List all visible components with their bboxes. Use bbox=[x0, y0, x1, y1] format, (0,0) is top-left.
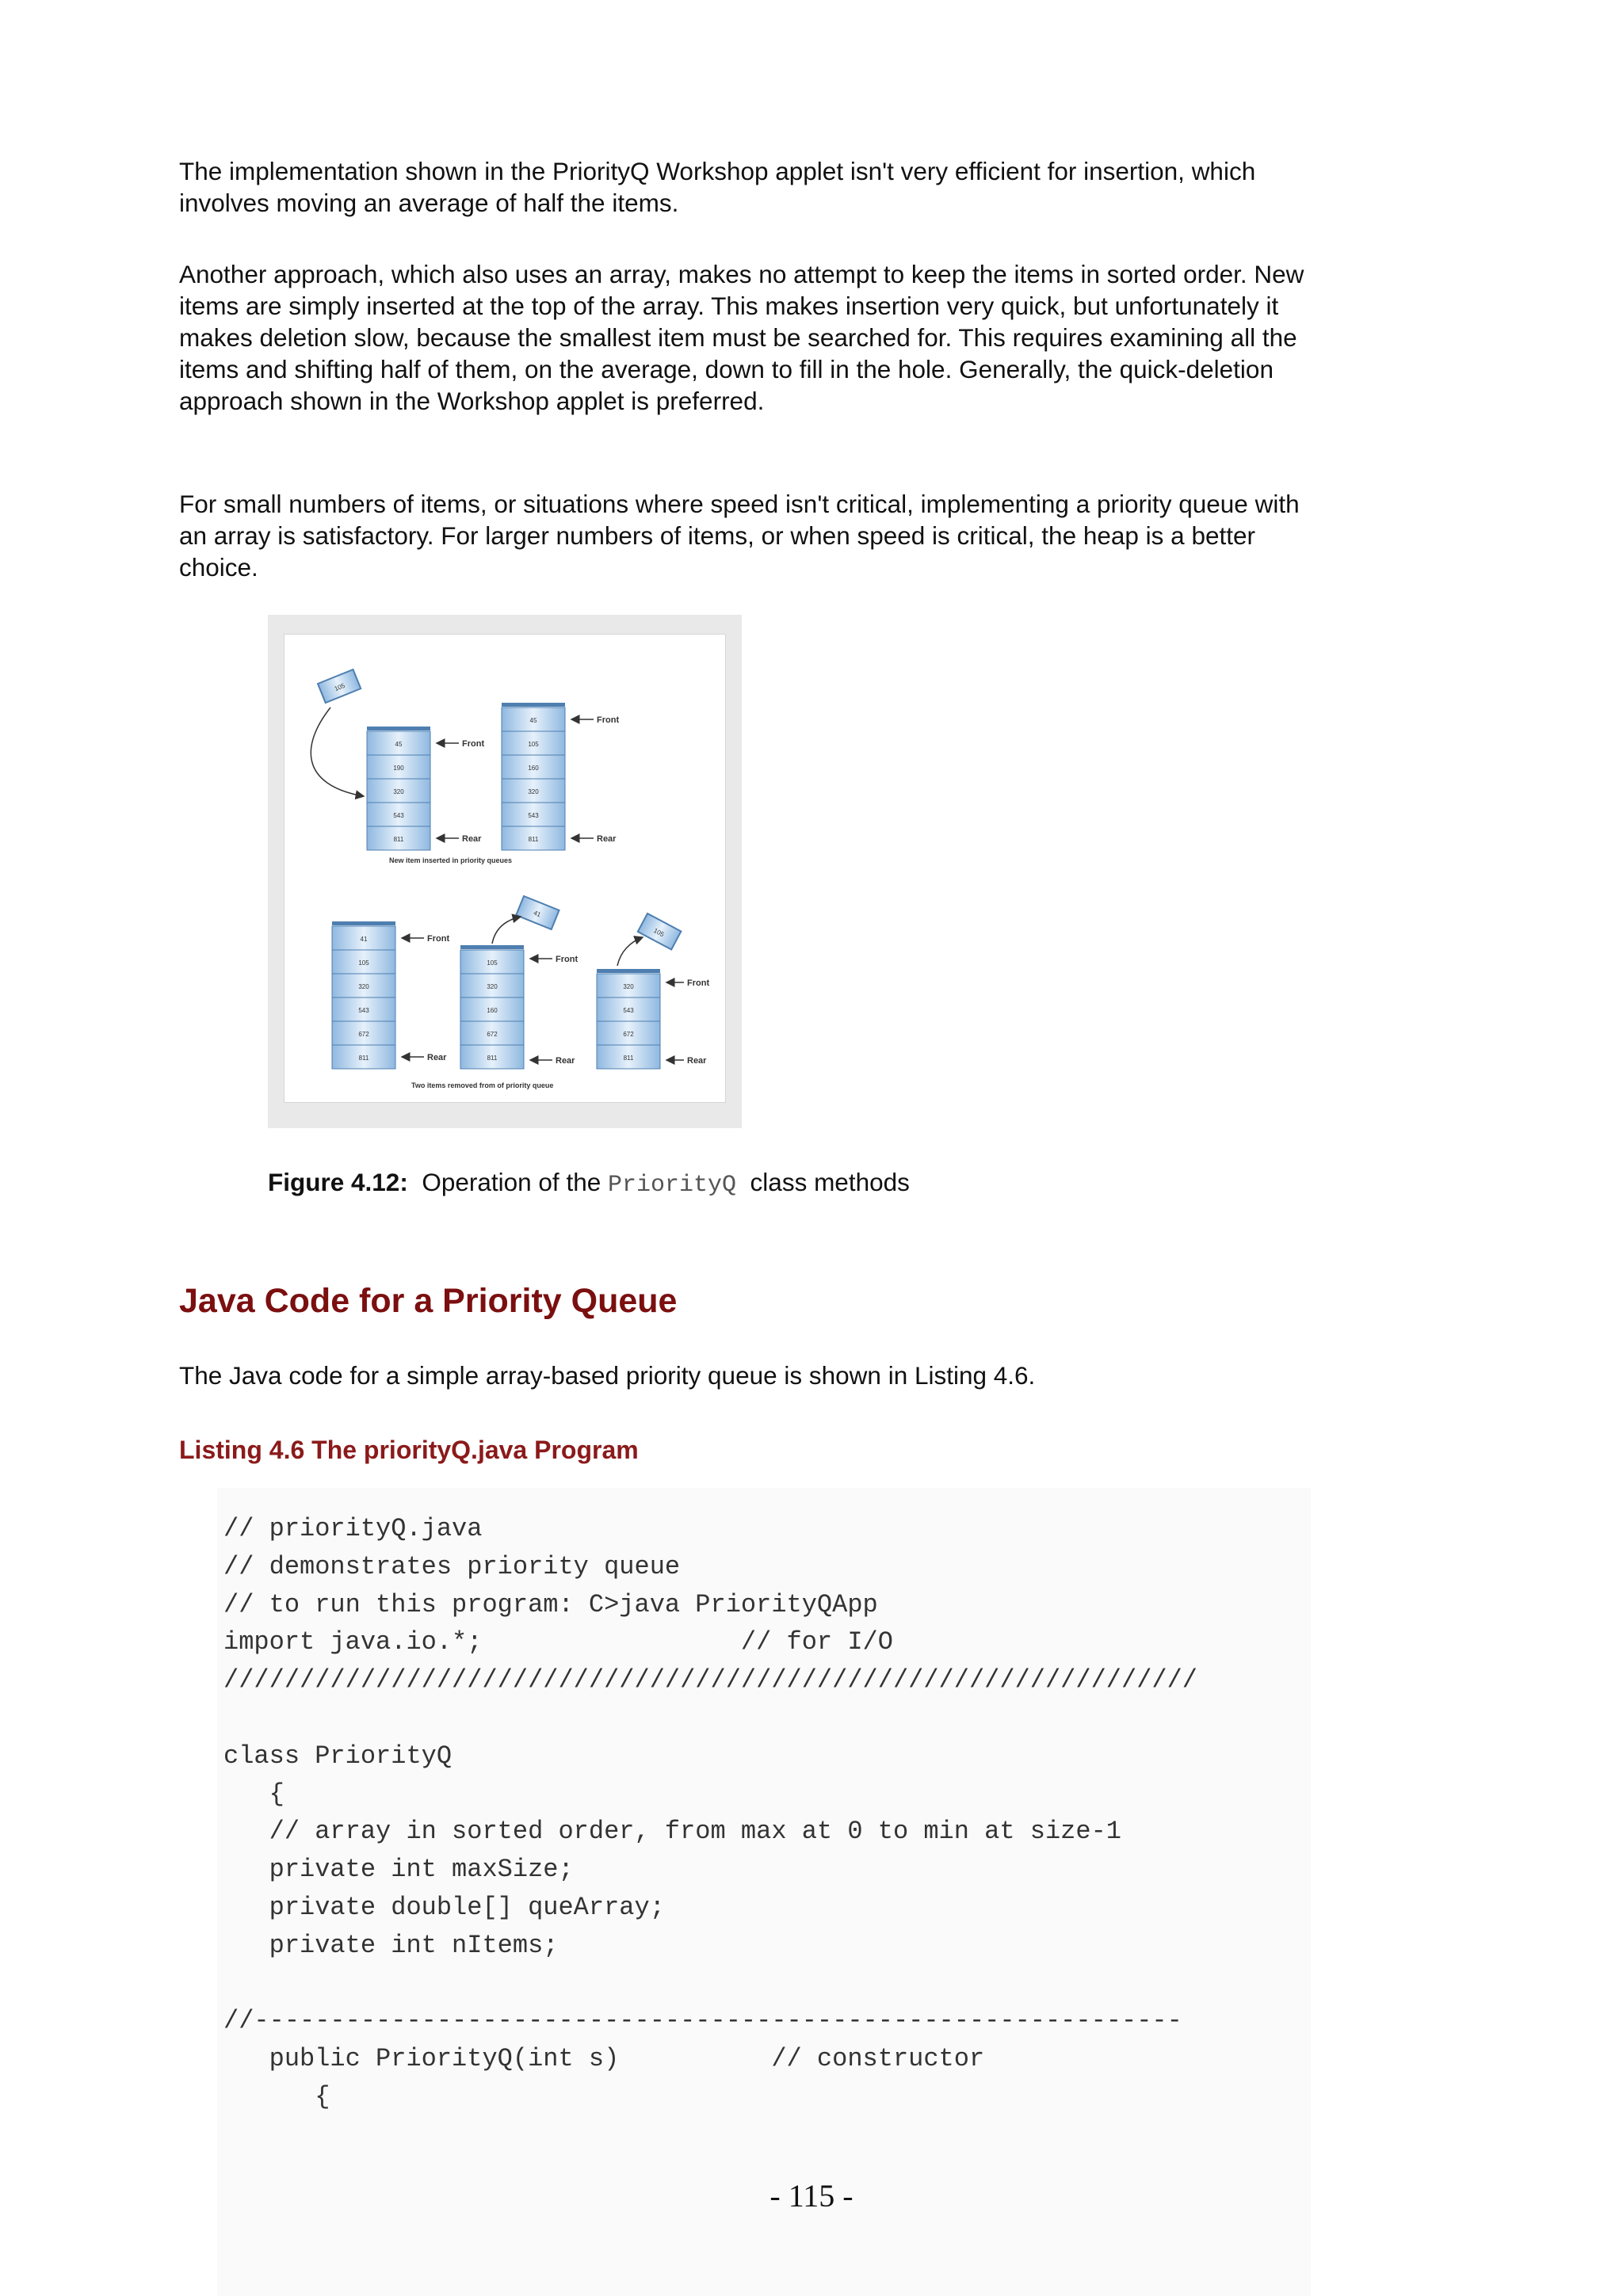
page-number: - 115 - bbox=[769, 2178, 854, 2214]
code-line: { bbox=[223, 1779, 285, 1809]
code-listing bbox=[223, 1510, 1197, 2116]
queue-1 bbox=[311, 669, 484, 850]
removed-item-box-1 bbox=[516, 896, 559, 929]
q2-front-label: Front bbox=[597, 715, 620, 725]
q1-cell-4: 543 bbox=[393, 812, 404, 819]
q4-cell-4: 672 bbox=[487, 1031, 498, 1038]
insert-arrow bbox=[311, 707, 364, 796]
q1-cell-1: 45 bbox=[395, 741, 403, 748]
code-line: import java.io.*; // for I/O bbox=[223, 1627, 893, 1657]
code-line: private int maxSize; bbox=[223, 1855, 574, 1885]
q3-cell-4: 543 bbox=[358, 1007, 369, 1014]
new-item-value: 105 bbox=[333, 681, 346, 693]
queue-4 bbox=[460, 896, 578, 1069]
code-line: //------------------------------------------------------------- bbox=[223, 2006, 1182, 2036]
removed-item-box-2 bbox=[638, 913, 682, 949]
paragraph-3: For small numbers of items, or situations where speed isn't critical, implementing a priority queue with an array is satisfactory. For larger numbers of items, or when speed is critical, the heap is a better choice. bbox=[179, 490, 1300, 582]
q3-cell-6: 811 bbox=[358, 1055, 369, 1062]
q5-cell-3: 672 bbox=[623, 1031, 634, 1038]
new-item-box bbox=[318, 669, 361, 703]
q5-front-label: Front bbox=[687, 978, 710, 988]
q4-rear-label: Rear bbox=[556, 1056, 575, 1066]
queue-3 bbox=[332, 921, 449, 1069]
q1-cell-5: 811 bbox=[393, 836, 404, 843]
paragraph-1: The implementation shown in the PriorityQ Workshop applet isn't very efficient for insertion, which involves moving an average of half the items. bbox=[179, 157, 1256, 217]
q5-rear-label: Rear bbox=[687, 1056, 707, 1066]
top-figure-caption: New item inserted in priority queues bbox=[389, 856, 513, 864]
q2-cell-6: 811 bbox=[528, 836, 539, 843]
code-line: // demonstrates priority queue bbox=[223, 1551, 681, 1581]
bottom-figure-caption: Two items removed from of priority queue bbox=[411, 1081, 554, 1089]
q1-cell-3: 320 bbox=[393, 788, 404, 795]
paragraph-2: Another approach, which also uses an array, makes no attempt to keep the items in sorted order. New items are simply inserted at the top of the array. This makes insertion very quick, but unfortunately it makes deletion slow, because the smallest item must be searched for. This requires examining all the items and shifting half of them, on the average, down to fill in the hole. Generally, the quick-deletion approach shown in the Workshop applet is preferred. bbox=[179, 260, 1304, 415]
q1-cell-2: 190 bbox=[393, 765, 404, 772]
removed-item-2-value: 105 bbox=[652, 926, 666, 939]
code-line: private int nItems; bbox=[223, 1930, 559, 1960]
q3-rear-label: Rear bbox=[427, 1053, 447, 1062]
q2-cell-1: 45 bbox=[529, 717, 537, 724]
figure-caption bbox=[268, 1166, 910, 1201]
q5-cell-2: 543 bbox=[623, 1007, 634, 1014]
q2-cell-3: 160 bbox=[528, 765, 539, 772]
figure-caption-text-before: Operation of the bbox=[422, 1168, 601, 1196]
q3-cell-2: 105 bbox=[358, 959, 369, 967]
code-line: { bbox=[223, 2081, 330, 2111]
q5-cell-1: 320 bbox=[623, 983, 634, 990]
figure-caption-text-after: class methods bbox=[750, 1168, 910, 1196]
queue-5 bbox=[597, 913, 709, 1069]
figure-caption-code: PriorityQ bbox=[608, 1172, 737, 1199]
q1-rear-label: Rear bbox=[462, 834, 482, 844]
q1-front-label: Front bbox=[462, 739, 485, 749]
q2-rear-label: Rear bbox=[597, 834, 617, 844]
listing-title: Listing 4.6 The priorityQ.java Program bbox=[179, 1436, 639, 1464]
code-line: private double[] queArray; bbox=[223, 1892, 665, 1922]
section-title: Java Code for a Priority Queue bbox=[179, 1282, 678, 1320]
q3-cell-5: 672 bbox=[358, 1031, 369, 1038]
figure-frame bbox=[268, 615, 742, 1128]
q5-cell-4: 811 bbox=[623, 1055, 634, 1062]
code-line: // array in sorted order, from max at 0 to min at size-1 bbox=[223, 1817, 1121, 1847]
queue-2 bbox=[502, 703, 619, 850]
q4-front-label: Front bbox=[556, 955, 579, 964]
code-line: //////////////////////////////////////////////////////////////// bbox=[223, 1665, 1197, 1695]
code-line: class PriorityQ bbox=[223, 1741, 453, 1771]
q4-cell-5: 811 bbox=[487, 1055, 498, 1062]
q1-cells bbox=[367, 731, 430, 850]
code-line: public PriorityQ(int s) // constructor bbox=[223, 2044, 985, 2074]
figure-image bbox=[284, 634, 726, 1103]
q4-cell-2: 320 bbox=[487, 983, 498, 990]
intro-paragraph: The Java code for a simple array-based priority queue is shown in Listing 4.6. bbox=[179, 1361, 1036, 1390]
priority-queue-diagram bbox=[285, 635, 725, 1102]
q4-cell-3: 160 bbox=[487, 1007, 498, 1014]
q3-cell-1: 41 bbox=[360, 936, 368, 943]
code-line: // to run this program: C>java PriorityQApp bbox=[223, 1589, 878, 1619]
q2-cell-5: 543 bbox=[528, 812, 539, 819]
q3-cell-3: 320 bbox=[358, 983, 369, 990]
code-line: // priorityQ.java bbox=[223, 1514, 483, 1543]
q2-cell-2: 105 bbox=[528, 741, 539, 748]
figure-caption-label: Figure 4.12: bbox=[268, 1168, 408, 1196]
q4-cell-1: 105 bbox=[487, 959, 498, 967]
q3-front-label: Front bbox=[427, 934, 450, 944]
removed-item-1-value: 41 bbox=[533, 909, 542, 919]
q2-cell-4: 320 bbox=[528, 788, 539, 795]
